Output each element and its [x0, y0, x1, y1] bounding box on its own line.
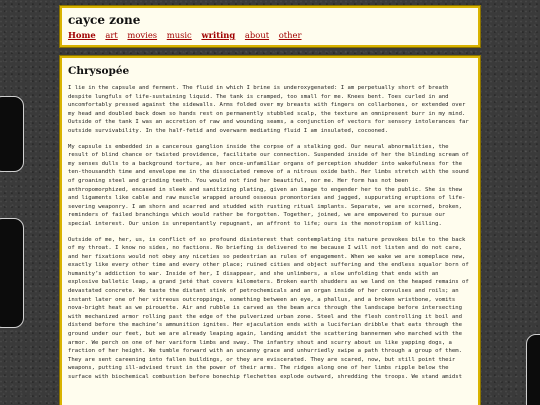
post-content: [60, 56, 480, 405]
background-device-right: [526, 334, 540, 405]
nav-link-home[interactable]: Home: [68, 30, 96, 40]
background-device-left-top: [0, 96, 24, 172]
site-title: cayce zone: [68, 13, 141, 27]
post-paragraph: My capsule is embedded in a cancerous ganglion inside the corpse of a stalking god. Our neural abnormalities, the result of blind chance or twisted providence, facilitate our connection. Suspended inside of her the blinding scream of my senses dulls to a background torture, as her once-unfamiliar organs of perception shudder into wakefulness for the ten-thousandth time and envelope me in the dissociated remove of a nitrous oxide bath. Her limbs stretch with the sound of groaning steel and grinding teeth. You would not find her beautiful, nor me. Her form has not been anthropomorphized, encased in sleek and sanitizing plating, given an image to engender her to the public. She is thew and ligaments like cable and raw muscle wrapped around osseous promontories and jagged, suppurating eruptions of life-severing weaponry. I am shorn and scarred and studded with rusting ritual implants. Separate, we are scorned, broken, reminders of failed branchings which would rather be forgotten. Together, joined, we are empowered to pursue our special interest. Our union is unrepentantly repugnant, an affront to life; ours is the monotropism of killing.: [68, 143, 469, 227]
background-device-left-bottom: [0, 218, 24, 328]
nav-link-other[interactable]: other: [278, 30, 302, 40]
nav-link-writing[interactable]: writing: [201, 30, 236, 40]
nav-link-movies[interactable]: movies: [127, 30, 158, 40]
post-title: Chrysopée: [68, 65, 130, 77]
main-nav: [68, 30, 478, 41]
nav-link-about[interactable]: about: [244, 30, 270, 40]
post-paragraph: Outside of me, her, us, is conflict of so profound disinterest that contemplating its nature provokes bile to the back of my throat. I know no sides, no factions. No briefing is delivered to me because I will not listen and do not care, and her fixations would not obey any niceties so pedestrian as rules of engagement. When we wake we are someplace new, exactly like every other time and every other place; ruined cities and object suffering and the endless squalor born of humanity’s addiction to war. Inside of her, I disappear, and she unlimbers, a slow unfolding that ends with an explosive balletic leap, a grand jeté that covers kilometers. Broken earth shudders as we land on the heaped remains of devastated concrete. We taste the distant stink of petrochemicals and an organ inside of her convulses and roils; an instant later one of her vitreous outcroppings, something between an eye, a phallus, and a broken wristbone, vomits nova-bright heat as we pirouette. Air and rubble is carved as the beam arcs through the landscape before intersecting with mechanized armor rolling past the edge of the pulverized urban zone. Steel and the flesh controlling it boil and distend before the machine’s ammunition ignites. Her ejaculation ends with a luciferian dribble that eats through the ground under our feet, but we are already leaping again, landing amidst the scattering bannermen who marched with the armor. We perch on one of her variform limbs and sway. The infantry shout and scurry about us like yapping dogs, a fraction of her height. We tumble forward with an uncanny grace and unhurriedly swipe a path through a group of them. They are sent careening into fallen buildings, or they are eviscerated. They are scared, now, but still point their weapons, putting ill-advised trust in the power of their arms. The ridges along one of her limbs ripple below the surface with biochemical combustion before bonechip flechettes explode outward, shredding the troops. We stand amidst: [68, 236, 469, 380]
site-header: [60, 6, 480, 47]
nav-link-art[interactable]: art: [105, 30, 118, 40]
nav-link-music[interactable]: music: [166, 30, 192, 40]
post-paragraph: I lie in the capsule and ferment. The fluid in which I brine is underoxygenated: I am perpetually short of breath despite lungfuls of life-sustaining liquid. The tank is cramped, too small for me. Knees bent. Toes curled in and uncomfortably pressed against the sidewalls. Arms folded over my breasts with fingers on collarbones, or extended over my head and doubled back down so hands rest on permanently stubbled scalp, the texture an omnipresent burr in my mind. Outside of the tank I was an accretion of raw and wounding seams, a conjunction of vectors for sensory intolerances far outside survivability. In the half-fetid and overwarm mediating fluid I am insulated, cocooned.: [68, 85, 469, 134]
